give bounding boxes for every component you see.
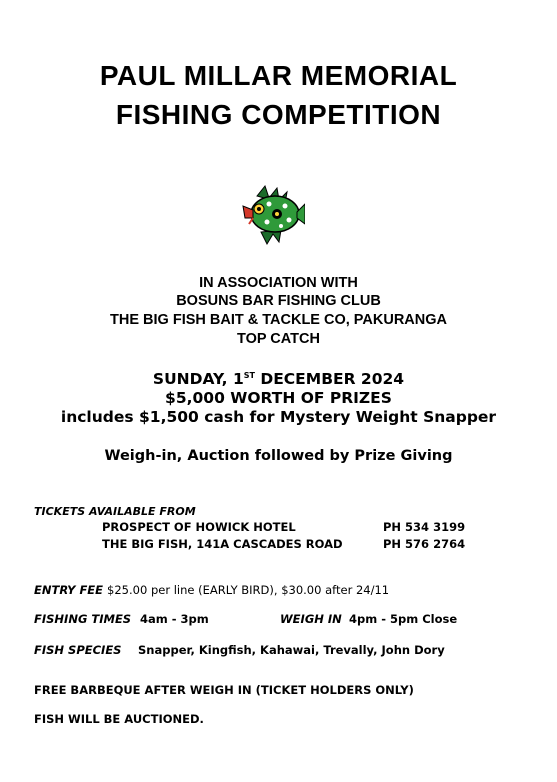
barbeque-note: FREE BARBEQUE AFTER WEIGH IN (TICKET HOLDERS ONLY) [34,683,414,697]
entry-fee-value: $25.00 per line (EARLY BIRD), $30.00 after 24/11 [107,583,390,597]
entry-fee-label: ENTRY FEE [34,583,104,597]
tickets-heading: TICKETS AVAILABLE FROM [34,505,196,518]
prize-total: $5,000 WORTH OF PRIZES [165,389,392,407]
fishing-times-label: FISHING TIMES [34,612,132,626]
entry-fee-row [34,583,389,597]
weigh-in-label: WEIGH IN [280,612,342,626]
association-line-2: BOSUNS BAR FISHING CLUB [176,293,381,309]
association-line-3: THE BIG FISH BAIT & TACKLE CO, PAKURANGA [110,312,447,328]
john-dory-fish-icon [239,184,305,246]
title-line-1: PAUL MILLAR MEMORIAL [99,60,458,91]
program-line: Weigh-in, Auction followed by Prize Giving [104,448,453,464]
cash-prize: includes $1,500 cash for Mystery Weight Snapper [60,408,497,426]
fish-species-label: FISH SPECIES [34,643,122,657]
event-date: SUNDAY, 1ST DECEMBER 2024 [152,370,405,388]
association-line-4: TOP CATCH [237,331,320,347]
weigh-in-value: 4pm - 5pm Close [349,612,458,626]
ticket-outlet-2-name: THE BIG FISH, 141A CASCADES ROAD [102,537,343,551]
fishing-times-value: 4am - 3pm [140,612,209,626]
title-line-2: FISHING COMPETITION [115,99,442,130]
ticket-outlet-1-name: PROSPECT OF HOWICK HOTEL [102,520,296,534]
auction-note: FISH WILL BE AUCTIONED. [34,712,204,726]
association-line-1: IN ASSOCIATION WITH [199,275,358,291]
fish-species-value: Snapper, Kingfish, Kahawai, Trevally, John Dory [138,643,445,657]
ticket-outlet-2-phone: PH 576 2764 [383,537,466,551]
ticket-outlet-1-phone: PH 534 3199 [383,520,466,534]
